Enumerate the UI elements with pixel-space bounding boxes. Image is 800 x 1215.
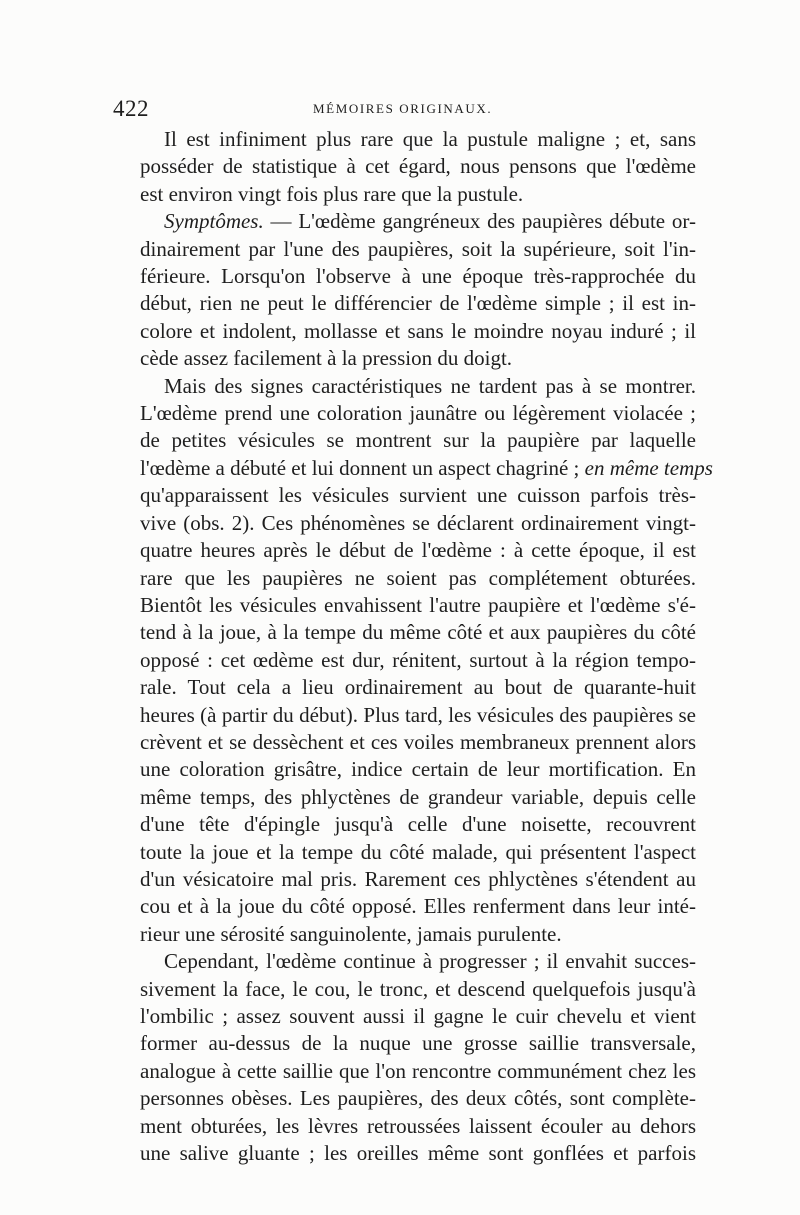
text-line: opposé : cet œdème est dur, rénitent, surtout à la région tempo- [140,647,696,672]
text-line: cou et à la joue du côté opposé. Elles renferment dans leur inté- [140,894,696,919]
text-line: heures (à partir du début). Plus tard, les vésicules des paupières se [140,702,696,727]
text-line: même temps, des phlyctènes de grandeur variable, depuis celle [140,784,696,809]
text-fragment: l'œdème a débuté et lui donnent un aspect chagriné ; [140,455,580,480]
text-line: férieure. Lorsqu'on l'observe à une époque très-rapprochée du [140,264,696,289]
text-line: sivement la face, le cou, le tronc, et descend quelquefois jusqu'à [140,976,696,1001]
text-line: personnes obèses. Les paupières, des deux côtés, sont complète- [140,1086,696,1111]
text-line: ment obturées, les lèvres retroussées laissent écouler au dehors [140,1113,696,1138]
text-line: rale. Tout cela a lieu ordinairement au bout de quarante-huit [140,675,696,700]
text-line: rieur une sérosité sanguinolente, jamais purulente. [140,921,562,946]
text-line: est environ vingt fois plus rare que la pustule. [140,181,524,206]
italic-fragment: en même temps [584,455,713,480]
text-line: crèvent et se dessèchent et ces voiles membraneux prennent alors [140,729,696,754]
body-text [116,126,713,1167]
text-line: une coloration grisâtre, indice certain de leur mortification. En [140,757,696,782]
text-line: début, rien ne peut le différencier de l'œdème simple ; il est in- [140,291,696,316]
text-line: de petites vésicules se montrent sur la paupière par laquelle [140,428,696,453]
text-line: dinairement par l'une des paupières, soit la supérieure, soit l'in- [140,236,696,261]
text-line [116,208,696,235]
text-line: l'ombilic ; assez souvent aussi il gagne le cuir chevelu et vient [140,1004,696,1028]
text-line: quatre heures après le début de l'œdème : à cette époque, il est [140,538,696,563]
paragraph-1 [116,126,696,208]
paragraph-3 [116,373,713,949]
text-line: posséder de statistique à cet égard, nous pensons que l'œdème [140,154,696,179]
text-line: une salive gluante ; les oreilles même sont gonflées et parfois [140,1141,696,1166]
text-line: analogue à cette saillie que l'on rencontre communément chez les [140,1058,696,1083]
running-title: MÉMOIRES ORIGINAUX. [313,101,493,116]
paragraph-4 [116,948,696,1167]
text-line: Mais des signes caractéristiques ne tardent pas à se montrer. [164,373,696,398]
paragraph-2 [116,208,696,372]
text-line: colore et indolent, mollasse et sans le moindre noyau induré ; il [140,318,696,343]
text-line: vive (obs. 2). Ces phénomènes se déclarent ordinairement vingt- [140,510,696,535]
text-line: L'œdème prend une coloration jaunâtre ou légèrement violacée ; [140,401,696,426]
text-line: former au-dessus de la nuque une grosse saillie transversale, [140,1031,696,1056]
page-header [113,96,693,122]
text-line: rare que les paupières ne soient pas complétement obturées. [140,565,696,590]
text-line: qu'apparaissent les vésicules survient une cuisson parfois très- [140,483,696,508]
text-line [116,455,713,482]
text-line: cède assez facilement à la pression du doigt. [140,346,513,371]
text-line: tend à la joue, à la tempe du même côté et aux paupières du côté [140,620,696,645]
section-heading-symptomes: Symptômes. [164,209,264,234]
text-line: Bientôt les vésicules envahissent l'autre paupière et l'œdème s'é- [140,592,696,617]
text-fragment: — L'œdème gangréneux des paupières débute or- [263,209,696,234]
text-line: d'une tête d'épingle jusqu'à celle d'une noisette, recouvrent [140,812,696,837]
text-line: toute la joue et la tempe du côté malade, qui présentent l'aspect [140,839,696,864]
text-line: Il est infiniment plus rare que la pustule maligne ; et, sans [164,127,696,151]
text-line: Cependant, l'œdème continue à progresser ; il envahit succes- [164,949,696,974]
page-number: 422 [113,96,149,121]
text-line: d'un vésicatoire mal pris. Rarement ces phlyctènes s'étendent au [140,866,696,891]
